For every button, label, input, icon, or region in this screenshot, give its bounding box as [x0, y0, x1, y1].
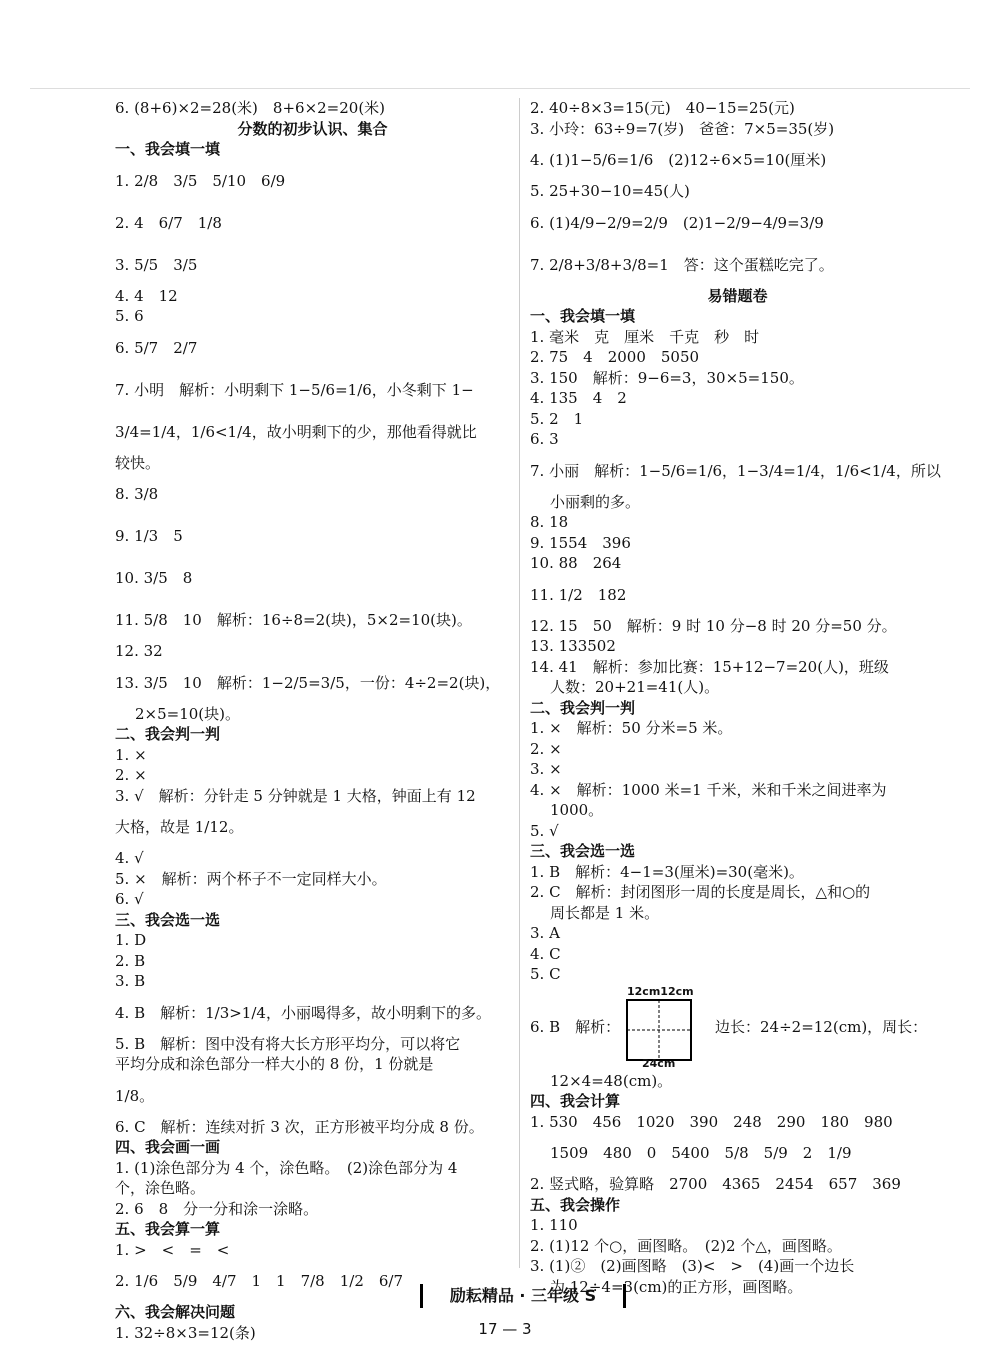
right-column	[530, 98, 945, 1297]
answer-line: 较快。	[115, 453, 161, 472]
answer-line: 6. √	[115, 890, 144, 908]
answer-line: 7. 小丽 解析：1−5/6=1/6，1−3/4=1/4，1/6<1/4，所以	[530, 461, 941, 480]
answer-line: 1. 2/8 3/5 5/10 6/9	[115, 171, 286, 190]
answer-line: 1. ×	[115, 745, 147, 764]
answer-line: 1. 32÷8×3=12(条)	[115, 1323, 256, 1342]
answer-line: 1. D	[115, 931, 147, 949]
answer-line: 4. B 解析：1/3>1/4，小丽喝得多，故小明剩下的多。	[115, 1003, 491, 1022]
answer-line: 6. 3	[530, 430, 559, 448]
answer-line: 9. 1554 396	[530, 533, 631, 552]
figure-suffix: 边长：24÷2=12(cm)，周长：	[715, 1017, 928, 1036]
answer-line: 13. 133502	[530, 637, 616, 655]
section-heading: 一、我会填一填	[530, 307, 636, 325]
answer-line: 2×5=10(块)。	[135, 704, 241, 723]
answer-line: 2. (1)12 个○，画图略。 (2)2 个△，画图略。	[530, 1236, 842, 1255]
section-heading: 三、我会选一选	[530, 842, 636, 860]
answer-line: 8. 3/8	[115, 485, 159, 503]
answer-line: 11. 1/2 182	[530, 585, 627, 604]
answer-line: 1. 530 456 1020 390 248 290 180 980	[530, 1112, 893, 1131]
column-divider	[519, 98, 520, 1268]
section-heading: 五、我会算一算	[115, 1220, 221, 1238]
answer-line: 4. × 解析：1000 米=1 千米，米和千米之间进率为	[530, 780, 887, 799]
top-rule	[30, 88, 970, 89]
section-heading: 六、我会解决问题	[115, 1303, 236, 1321]
answer-line: 4. √	[115, 849, 144, 867]
answer-line: 14. 41 解析：参加比赛：15+12−7=20(人)，班级	[530, 657, 889, 676]
answer-line: 4. (1)1−5/6=1/6 (2)12÷6×5=10(厘米)	[530, 151, 827, 169]
answer-line: 1/8。	[115, 1086, 155, 1105]
answer-line: 2. 竖式略，验算略 2700 4365 2454 657 369	[530, 1175, 901, 1193]
answer-line: 5. B 解析：图中没有将大长方形平均分，可以将它	[115, 1034, 461, 1053]
footer-brand: 励耘精品 · 三年级 S	[420, 1284, 626, 1308]
answer-line: 5. C	[530, 965, 561, 983]
answer-line: 3. ×	[530, 760, 562, 778]
answer-line: 1. 毫米 克 厘米 千克 秒 时	[530, 327, 760, 346]
answer-line: 1. B 解析：4−1=3(厘米)=30(毫米)。	[530, 862, 804, 881]
answer-line: 2. 4 6/7 1/8	[115, 213, 222, 232]
answer-line: 12×4=48(cm)。	[550, 1071, 673, 1090]
section-heading: 二、我会判一判	[115, 725, 221, 743]
answer-line: 2. 1/6 5/9 4/7 1 1 7/8 1/2 6/7	[115, 1272, 404, 1290]
answer-line: 6. C 解析：连续对折 3 次，正方形被平均分成 8 份。	[115, 1117, 484, 1136]
answer-line: 2. ×	[530, 739, 562, 758]
answer-line: 5. √	[530, 821, 559, 840]
answer-line: 9. 1/3 5	[115, 527, 183, 545]
answer-line: 1. > < = <	[115, 1240, 230, 1259]
answer-line: 5. 6	[115, 307, 144, 325]
answer-line: 1509 480 0 5400 5/8 5/9 2 1/9	[550, 1144, 852, 1162]
answer-line: 1. (1)涂色部分为 4 个，涂色略。 (2)涂色部分为 4	[115, 1158, 458, 1177]
answer-line: 4. 4 12	[115, 286, 178, 305]
figure-top-label: 12cm12cm	[627, 984, 694, 998]
answer-line: 2. 40÷8×3=15(元) 40−15=25(元)	[530, 99, 795, 117]
answer-line: 6. (1)4/9−2/9=2/9 (2)1−2/9−4/9=3/9	[530, 213, 824, 232]
figure-prefix: 6. B 解析：	[530, 1017, 621, 1036]
answer-line: 4. C	[530, 944, 561, 963]
answer-line: 小丽剩的多。	[550, 492, 641, 511]
square-figure	[530, 985, 945, 1071]
answer-line: 1. 110	[530, 1216, 578, 1234]
answer-line: 周长都是 1 米。	[550, 903, 660, 922]
answer-line: 4. 135 4 2	[530, 389, 627, 407]
section-heading: 三、我会选一选	[115, 910, 221, 929]
answer-line: 2. 75 4 2000 5050	[530, 348, 700, 366]
answer-line: 个，涂色略。	[115, 1179, 206, 1197]
answer-line: 大格，故是 1/12。	[115, 818, 244, 836]
section-title: 分数的初步认识、集合	[237, 119, 388, 138]
answer-line: 3/4=1/4，1/6<1/4，故小明剩下的少，那他看得就比	[115, 422, 477, 441]
answer-line: 3. 小玲：63÷9=7(岁) 爸爸：7×5=35(岁)	[530, 119, 835, 138]
answer-line: 为 12÷4=3(cm)的正方形，画图略。	[550, 1277, 803, 1296]
section-heading: 一、我会填一填	[115, 140, 221, 158]
section-heading: 二、我会判一判	[530, 698, 636, 717]
answer-line: 7. 小明 解析：小明剩下 1−5/6=1/6，小冬剩下 1−	[115, 380, 474, 399]
answer-line: 1000。	[550, 801, 604, 819]
figure-bottom-label: 24cm	[642, 1056, 676, 1070]
section-heading: 五、我会操作	[530, 1195, 621, 1214]
answer-line: 3. (1)② (2)画图略 (3)< > (4)画一个边长	[530, 1257, 855, 1275]
answer-line: 3. 5/5 3/5	[115, 255, 198, 274]
page-number: 17 — 3	[478, 1320, 532, 1338]
answer-line: 5. × 解析：两个杯子不一定同样大小。	[115, 869, 387, 888]
answer-line: 3. 150 解析：9−6=3，30×5=150。	[530, 368, 804, 387]
section-heading: 四、我会计算	[530, 1092, 621, 1110]
answer-line: 2. 6 8 分一分和涂一涂略。	[115, 1199, 319, 1218]
answer-line: 1. × 解析：50 分米=5 米。	[530, 719, 733, 737]
answer-line: 12. 15 50 解析：9 时 10 分−8 时 20 分=50 分。	[530, 616, 897, 635]
answer-line: 人数：20+21=41(人)。	[550, 678, 720, 696]
answer-line: 3. √ 解析：分针走 5 分钟就是 1 大格，钟面上有 12	[115, 786, 476, 805]
answer-line: 7. 2/8+3/8+3/8=1 答：这个蛋糕吃完了。	[530, 255, 834, 274]
answer-line: 2. ×	[115, 766, 147, 784]
answer-line: 3. B	[115, 972, 146, 990]
answer-line: 2. C 解析：封闭图形一周的长度是周长，△和○的	[530, 883, 871, 901]
answer-line: 5. 25+30−10=45(人)	[530, 182, 690, 200]
section-title: 易错题卷	[707, 286, 768, 305]
answer-line: 10. 88 264	[530, 554, 622, 572]
square-diagram	[626, 999, 692, 1061]
answer-line: 5. 2 1	[530, 409, 584, 428]
answer-line: 10. 3/5 8	[115, 569, 193, 587]
answer-line: 11. 5/8 10 解析：16÷8=2(块)，5×2=10(块)。	[115, 611, 472, 629]
answer-line: 13. 3/5 10 解析：1−2/5=3/5，一份：4÷2=2(块)，	[115, 673, 501, 692]
answer-line: 6. 5/7 2/7	[115, 338, 198, 357]
answer-line: 2. B	[115, 951, 146, 970]
left-column	[115, 98, 510, 1343]
answer-line: 平均分成和涂色部分一样大小的 8 份，1 份就是	[115, 1055, 434, 1073]
answer-line: 6. (8+6)×2=28(米) 8+6×2=20(米)	[115, 99, 386, 117]
answer-line: 3. A	[530, 924, 560, 942]
section-heading: 四、我会画一画	[115, 1138, 221, 1156]
answer-line: 8. 18	[530, 513, 569, 531]
answer-line: 12. 32	[115, 642, 163, 660]
